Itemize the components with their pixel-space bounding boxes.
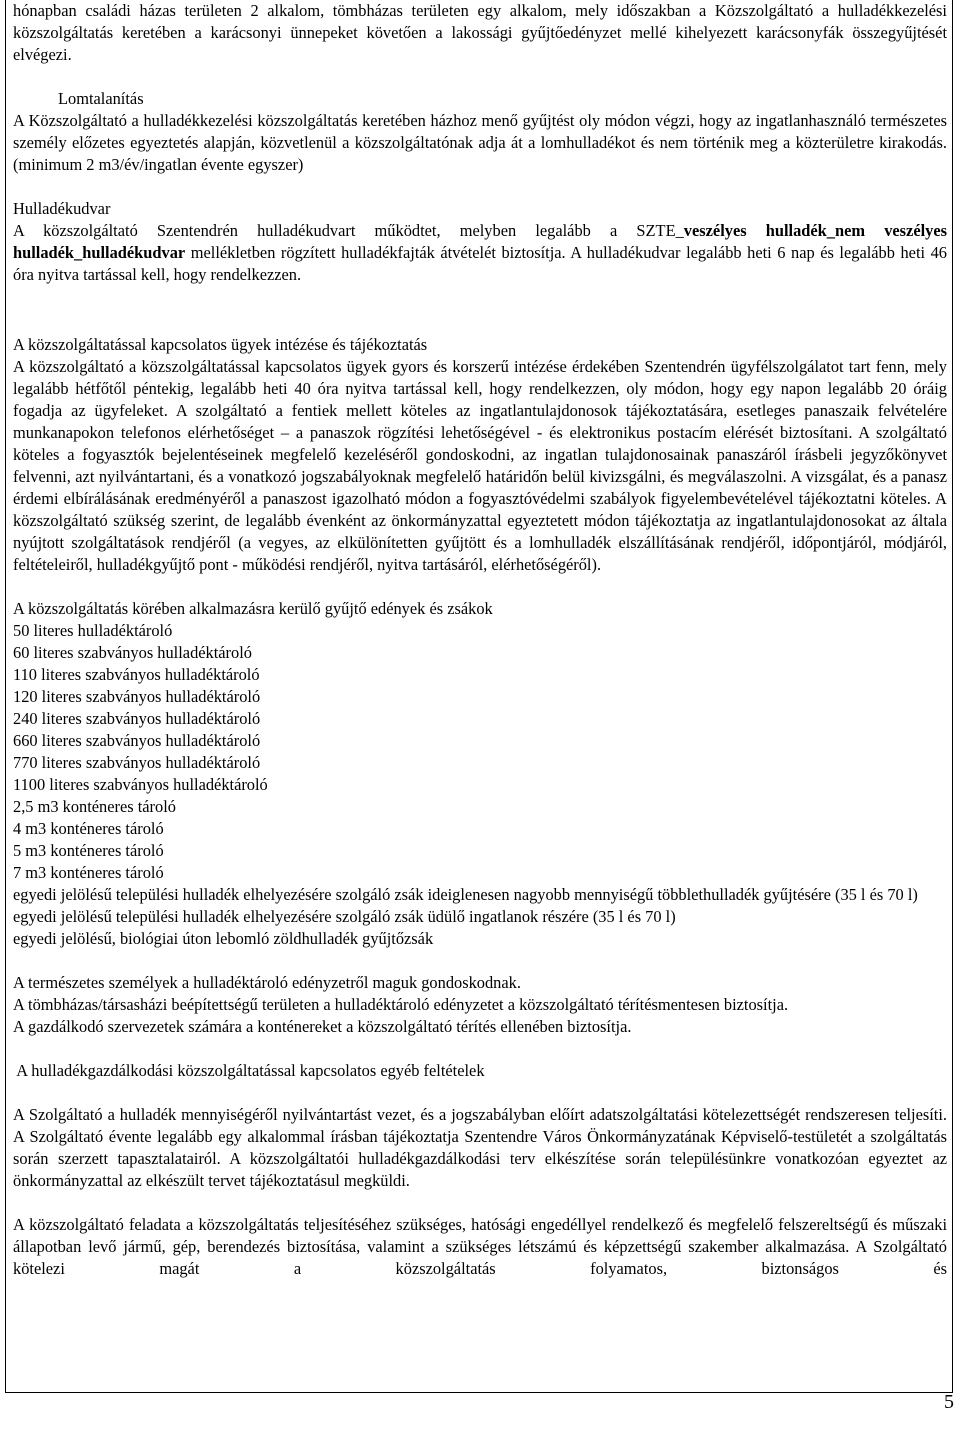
hulladekudvar-text-1: A közszolgáltató Szentendrén hulladékudvart működtet, melyben legalább a SZTE_ [13, 221, 684, 240]
page-number: 5 [944, 1391, 954, 1413]
list-item: 50 literes hulladéktároló [13, 621, 173, 640]
list-item: 4 m3 konténeres tároló [13, 819, 164, 838]
section-heading-edenyek: A közszolgáltatás körében alkalmazásra kerülő gyűjtő edények és zsákok [13, 599, 493, 618]
section-heading-egyeb: A hulladékgazdálkodási közszolgáltatással kapcsolatos egyéb feltételek [13, 1061, 485, 1080]
hulladekudvar-text-2: mellékletben rögzített hulladékfajták átvételét biztosítja. A hulladékudvar legalább heti 6 nap és legalább heti 46 óra nyitva tartással kell, hogy rendelkezzen. [13, 243, 947, 284]
list-item: 7 m3 konténeres tároló [13, 863, 164, 882]
gondoskodas-line-3: A gazdálkodó szervezetek számára a konténereket a közszolgáltató térítés ellenében biztosítja. [13, 1017, 632, 1036]
lomtalanitas-paragraph: A Közszolgáltató a hulladékkezelési közszolgáltatás keretében házhoz menő gyűjtést oly módon végzi, hogy az ingatlanhasználó természetes személy előzetes egyeztetés alapján, közvetlenül a közszolgáltatónak adja át a lomhulladékot és nem történik meg a közterületre kirakodás. (minimum 2 m3/év/ingatlan évente egyszer) [13, 111, 947, 174]
zsak-item-1: egyedi jelölésű települési hulladék elhelyezésére szolgáló zsák ideiglenesen nagyobb mennyiségű többlethulladék gyűjtésére (35 l és 70 l) [13, 885, 918, 904]
intro-paragraph: hónapban családi házas területen 2 alkalom, tömbházas területen egy alkalom, mely időszakban a Közszolgáltató a hulladékkezelési közszolgáltatás keretében a karácsonyi ünnepeket követően a lakossági gyűjtőedényzet mellé kihelyezett karácsonyfák összegyűjtését elvégezi. [13, 1, 947, 64]
hulladekudvar-bold-text: veszélyes hulladék_nem veszélyes hulladék_hulladékudvar [13, 221, 947, 262]
list-item: 770 literes szabványos hulladéktároló [13, 753, 261, 772]
section-heading-ugyek: A közszolgáltatással kapcsolatos ügyek intézése és tájékoztatás [13, 335, 428, 354]
section-heading-lomtalanitas: Lomtalanítás [58, 89, 144, 108]
gondoskodas-line-1: A természetes személyek a hulladéktároló edényzetről maguk gondoskodnak. [13, 973, 521, 992]
document-body [13, 0, 947, 1280]
egyeb-paragraph-1: A Szolgáltató a hulladék mennyiségéről nyilvántartást vezet, és a jogszabályban előírt adatszolgáltatási kötelezettségét rendszeresen teljesíti. A Szolgáltató évente legalább egy alkalommal írásban tájékoztatja Szentendre Város Önkormányzatának Képviselő-testületét a szolgáltatás során szerzett tapasztalatairól. A közszolgáltatói hulladékgazdálkodási terv elkészítése során településünkre vonatkozóan egyeztet az önkormányzattal az elkészült tervet tájékoztatásul megküldi. [13, 1105, 947, 1190]
list-item: 120 literes szabványos hulladéktároló [13, 687, 261, 706]
list-item: 2,5 m3 konténeres tároló [13, 797, 176, 816]
egyeb-paragraph-2: A közszolgáltató feladata a közszolgáltatás teljesítéséhez szükséges, hatósági engedéllyel rendelkező és megfelelő felszereltségű és műszaki állapotban levő jármű, gép, berendezés biztosítása, valamint a szükséges létszámú és képzettségű szakember alkalmazása. A Szolgáltató kötelezi magát a közszolgáltatás folyamatos, biztonságos és [13, 1215, 947, 1278]
hulladekudvar-paragraph [13, 220, 947, 286]
list-item: 60 literes szabványos hulladéktároló [13, 643, 252, 662]
list-item: 1100 literes szabványos hulladéktároló [13, 775, 268, 794]
list-item: 110 literes szabványos hulladéktároló [13, 665, 260, 684]
list-item: 240 literes szabványos hulladéktároló [13, 709, 261, 728]
list-item: 5 m3 konténeres tároló [13, 841, 164, 860]
zsak-item-3: egyedi jelölésű, biológiai úton lebomló zöldhulladék gyűjtőzsák [13, 929, 434, 948]
container-list [13, 620, 947, 884]
zsak-item-2: egyedi jelölésű települési hulladék elhelyezésére szolgáló zsák üdülő ingatlanok részére (35 l és 70 l) [13, 907, 676, 926]
gondoskodas-line-2: A tömbházas/társasházi beépítettségű területen a hulladéktároló edényzetet a közszolgáltató térítésmentesen biztosítja. [13, 995, 789, 1014]
list-item: 660 literes szabványos hulladéktároló [13, 731, 261, 750]
ugyek-paragraph: A közszolgáltató a közszolgáltatással kapcsolatos ügyek gyors és korszerű intézése érdekében Szentendrén ügyfélszolgálatot tart fenn, mely legalább hétfőtől péntekig, legalább heti 40 óra nyitva tartással kell, hogy rendelkezzen, oly módon, hogy egy napon legalább 20 óráig fogadja az ügyfeleket. A szolgáltató a fentiek mellett köteles az ingatlantulajdonosok tájékoztatására, esetleges panaszaik felvételére munkanapokon telefonos elérhetőséget – a panaszok rögzítési lehetőségével - és elektronikus postacím elérését biztosítani. A szolgáltató köteles a fogyasztók bejelentéseinek megfelelő kezeléséről gondoskodni, az ingatlan tulajdonosainak panaszáról írásbeli jegyzőkönyvet felvenni, azt nyilvántartani, és a vonatkozó jogszabályoknak megfelelő határidőn belül kivizsgálni, és megválaszolni. A vizsgálat, és a panasz érdemi elbírálásának eredményéről a panaszost igazolható módon a fogyasztóvédelmi szabályok figyelembevételével tájékoztatni köteles. A közszolgáltató szükség szerint, de legalább évenként az önkormányzattal egyeztetett módon tájékoztatja az ingatlantulajdonosokat az általa nyújtott szolgáltatások rendjéről (a vegyes, az elkülönítetten gyűjtött és a lomhulladék elszállításának rendjéről, időpontjáról, módjáról, feltételeiről, hulladékgyűjtő pont - működési rendjéről, nyitva tartásáról, elérhetőségéről). [13, 357, 947, 574]
section-heading-hulladekudvar: Hulladékudvar [13, 199, 111, 218]
